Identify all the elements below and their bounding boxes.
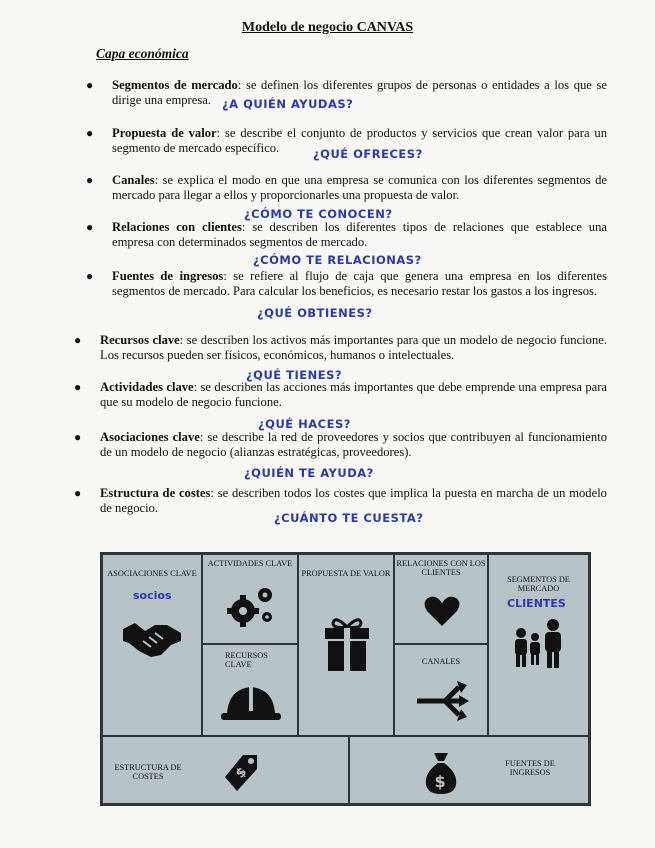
handwritten-note: ¿QUÉ HACES? [258,417,351,431]
cell-propuesta-valor [298,554,394,736]
price-tag-icon [221,751,261,793]
item-description: : se describen los activos más importantes para que un modelo de negocio funcione. Los recursos pueden ser físicos, económicos, humanos o intelectuales. [100,333,608,362]
cell-label: PROPUESTA DE VALOR [301,569,391,578]
item-term: Relaciones con clientes [112,220,242,234]
item-description: : se describen todos los costes que implica la puesta en marcha de un modelo de negocio. [100,486,607,515]
handwritten-note: ¿QUÉ OBTIENES? [257,306,373,320]
item-term: Canales [112,173,155,187]
bullet-icon: ● [74,333,82,347]
handwritten-note: ¿QUÉ OFRECES? [313,147,423,161]
item-term: Segmentos de mercado [112,78,238,92]
cell-recursos-clave [202,644,298,736]
item-description: : se describen las acciones más importantes que debe emprende una empresa para que su modelo de negocio funcione. [100,380,608,409]
item-description: : se describen los diferentes tipos de relaciones que establece una empresa con determinados segmentos de mercado. [112,220,607,249]
list-item [86,220,607,250]
bullet-icon: ● [86,173,94,187]
item-description: : se describe la red de proveedores y socios que contribuyen al funcionamiento de un modelo de negocio (alianzas estratégicas, proveedores). [100,430,607,459]
item-description: : se refiere al flujo de caja que genera una empresa en los diferentes segmentos de mercado. Para calcular los beneficios, es necesario restar los gastos a los ingresos. [112,269,608,298]
cell-estructura-costes [102,736,349,804]
people-icon [511,619,567,669]
money-bag-icon [424,751,458,795]
item-description: : se definen los diferentes grupos de personas o entidades a los que se dirige una empresa. [112,78,607,107]
document-title: Modelo de negocio CANVAS [241,20,414,35]
channels-arrows-icon [415,681,469,721]
bullet-icon: ● [86,269,94,283]
handwritten-note: socios [133,589,172,602]
handwritten-note: ¿A QUIÉN AYUDAS? [222,97,354,111]
gift-icon [325,615,369,671]
list-item [86,269,608,299]
cell-label: ACTIVIDADES CLAVE [207,559,293,568]
cell-label: SEGMENTOS DE MERCADO [507,575,570,593]
item-term: Recursos clave [100,333,180,347]
cell-label: ASOCIACIONES CLAVE [107,569,197,578]
cell-label: RECURSOS CLAVE [225,651,268,669]
svg-text:$: $ [233,764,251,782]
list-item [86,173,607,203]
cell-label: FUENTES DE INGRESOS [505,759,555,777]
bullet-icon: ● [74,430,82,444]
handwritten-note: CLIENTES [507,597,566,610]
cell-actividades-clave [202,554,298,644]
item-description: : se explica el modo en que una empresa se comunica con los diferentes segmentos de mercado para llegar a ellos y proporcionarles una propuesta de valor. [112,173,607,202]
item-term: Fuentes de ingresos [112,269,224,283]
list-item [74,380,608,410]
heart-icon [424,595,460,627]
list-item [74,333,608,363]
handwritten-note: ¿CÓMO TE CONOCEN? [244,207,393,221]
svg-text:$: $ [434,772,446,791]
section-heading: Capa económica [96,46,189,61]
handwritten-note: ¿CÓMO TE RELACIONAS? [253,253,422,267]
cell-segmentos-mercado [488,554,589,736]
business-model-canvas [100,552,591,806]
cell-label: ESTRUCTURA DE COSTES [114,763,182,781]
list-item [74,430,607,460]
cell-label: RELACIONES CON LOS CLIENTES [396,559,486,577]
cell-relaciones-clientes [394,554,488,644]
bullet-icon: ● [86,220,94,234]
bullet-icon: ● [74,380,82,394]
cell-canales [394,644,488,736]
bullet-icon: ● [86,126,94,140]
item-term: Propuesta de valor [112,126,217,140]
item-term: Asociaciones clave [100,430,200,444]
item-description: : se describe el conjunto de productos y servicios que crean valor para un segmento de mercado específico. [112,126,607,155]
bullet-icon: ● [74,486,82,500]
handwritten-note: ¿CUÁNTO TE CUESTA? [274,511,424,525]
handshake-icon [121,615,183,659]
hard-hat-icon [221,683,281,725]
item-term: Estructura de costes [100,486,211,500]
bullet-icon: ● [86,78,94,92]
cell-label: CANALES [421,657,461,666]
gears-icon [225,583,279,629]
cell-asociaciones-clave [102,554,202,736]
handwritten-note: ¿QUÉ TIENES? [246,368,343,382]
handwritten-note: ¿QUIÉN TE AYUDA? [244,466,374,480]
cell-fuentes-ingresos [349,736,589,804]
item-term: Actividades clave [100,380,194,394]
